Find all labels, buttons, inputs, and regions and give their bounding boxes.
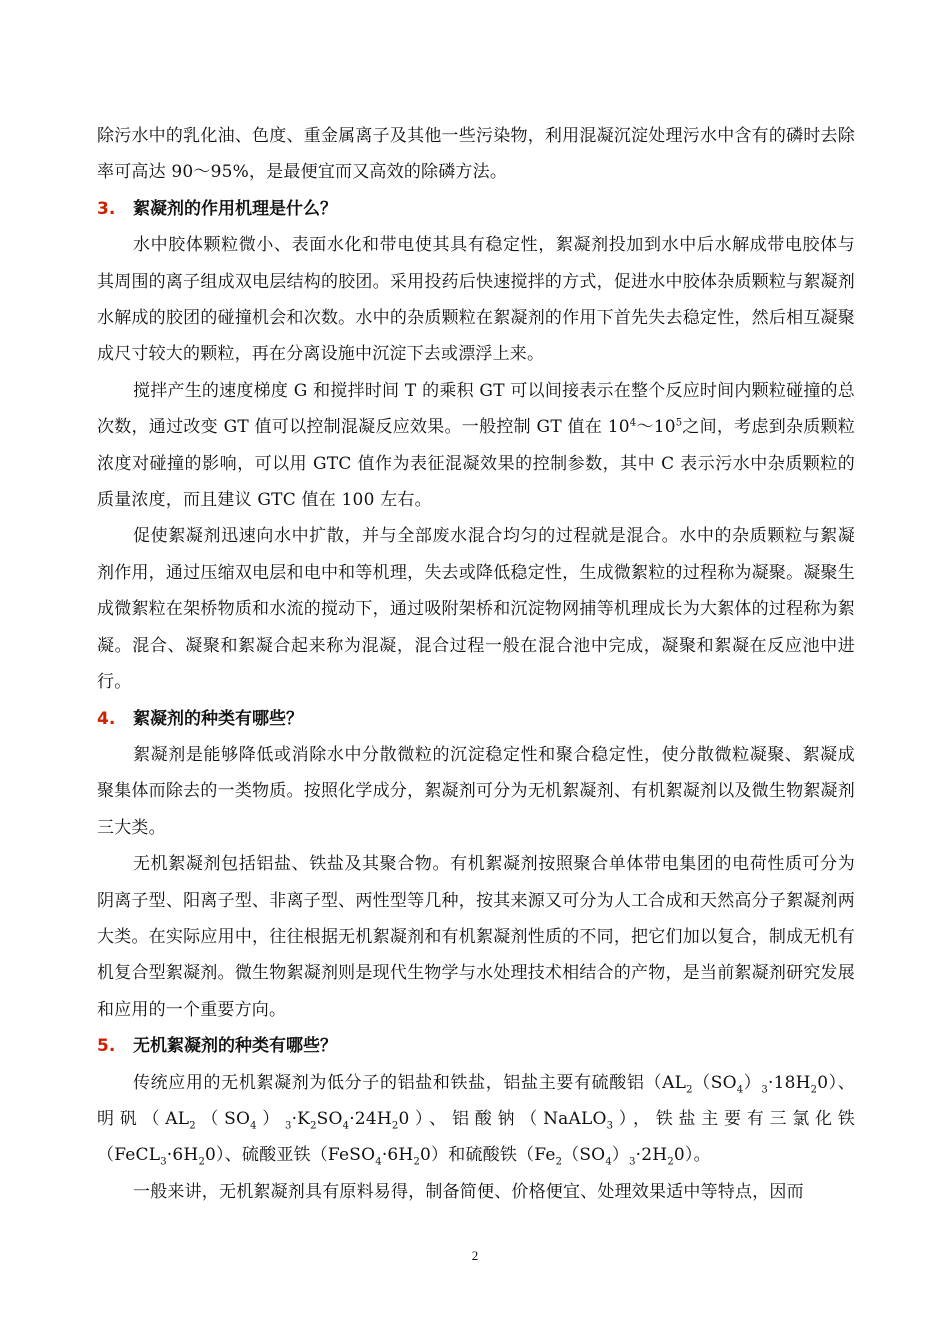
text-run: （SO: [562, 1145, 606, 1166]
text-run: 0）、铝酸钠（NaALO: [398, 1108, 607, 1129]
text-run: （SO: [195, 1108, 251, 1129]
section-heading-3: [97, 191, 855, 227]
subscript: 3: [285, 1120, 292, 1132]
subscript: 3: [629, 1156, 636, 1168]
paragraph-chemicals: [97, 1065, 855, 1174]
section-number: 3.: [97, 198, 116, 219]
section-number: 5.: [97, 1036, 116, 1057]
subscript: 2: [810, 1083, 818, 1095]
section-title: 絮凝剂的作用机理是什么？: [133, 198, 337, 219]
subscript: 3: [160, 1156, 167, 1168]
text-run: ）: [743, 1072, 762, 1093]
text-run: ）: [611, 1145, 630, 1166]
text-run: SO: [316, 1108, 343, 1129]
subscript: 2: [189, 1120, 196, 1132]
text-run: ·24H: [349, 1108, 392, 1129]
text-run: （SO: [692, 1072, 737, 1093]
section-heading-4: [97, 701, 855, 737]
subscript: 2: [667, 1156, 674, 1168]
text-run: ），铁盐主要有三氯化铁（FeCL: [97, 1108, 856, 1166]
page-number: 2: [471, 1248, 479, 1263]
paragraph-intro: 除污水中的乳化油、色度、重金属离子及其他一些污染物，利用混凝沉淀处理污水中含有的磷时去除率可高达 90～95%，是最便宜而又高效的除磷方法。: [97, 126, 855, 183]
subscript: 2: [391, 1120, 399, 1132]
subscript: 4: [342, 1120, 350, 1132]
text-run: ·6H: [381, 1145, 414, 1166]
text-run: 0）。: [673, 1145, 711, 1166]
text-run: ·2H: [635, 1145, 668, 1166]
text-run: ·18H: [767, 1072, 811, 1093]
text-run: 之间，考虑到杂质颗粒浓度对碰撞的影响，可以用 GTC 值作为表征混凝效果的控制参数，其中 C 表示污水中杂质颗粒的质量浓度，而且建议 GTC 值在 100 左右。: [97, 417, 855, 511]
text-run: 搅拌产生的速度梯度 G 和搅拌时间 T 的乘积 GT 可以间接表示在整个反应时间内颗粒碰撞的总次数，通过改变 GT 值可以控制混凝反应效果。一般控制 GT 值在 10: [97, 380, 855, 438]
subscript: 3: [761, 1083, 768, 1095]
section-title: 无机絮凝剂的种类有哪些？: [133, 1036, 337, 1057]
text-run: 0）和硫酸铁（Fe: [420, 1145, 556, 1166]
superscript: 5: [675, 417, 683, 429]
subscript: 3: [606, 1120, 614, 1132]
paragraph: 水中胶体颗粒微小、表面水化和带电使其具有稳定性，絮凝剂投加到水中后水解成带电胶体与其周围的离子组成双电层结构的胶团。采用投药后快速搅拌的方式，促进水中胶体杂质颗粒与絮凝剂水解成的胶团的碰撞机会和次数。水中的杂质颗粒在絮凝剂的作用下首先失去稳定性，然后相互凝聚成尺寸较大的颗粒，再在分离设施中沉淀下去或漂浮上来。: [97, 235, 855, 365]
section-title: 絮凝剂的种类有哪些？: [133, 708, 303, 729]
subscript: 2: [310, 1120, 317, 1132]
paragraph: 絮凝剂是能够降低或消除水中分散微粒的沉淀稳定性和聚合稳定性，使分散微粒凝聚、絮凝成聚集体而除去的一类物质。按照化学成分，絮凝剂可分为无机絮凝剂、有机絮凝剂以及微生物絮凝剂三大类。: [97, 744, 855, 838]
subscript: 4: [250, 1120, 257, 1132]
subscript: 2: [198, 1156, 206, 1168]
subscript: 4: [736, 1083, 744, 1095]
superscript: 4: [629, 417, 637, 429]
section-number: 4.: [97, 708, 116, 729]
subscript: 4: [375, 1156, 382, 1168]
paragraph: 一般来讲，无机絮凝剂具有原料易得，制备简便、价格便宜、处理效果适中等特点，因而: [133, 1181, 804, 1202]
text-run: 0）、明矾（AL: [97, 1072, 855, 1129]
section-heading-5: [97, 1028, 855, 1064]
text-run: ）: [256, 1108, 286, 1129]
subscript: 4: [605, 1156, 612, 1168]
paragraph: 无机絮凝剂包括铝盐、铁盐及其聚合物。有机絮凝剂按照聚合单体带电集团的电荷性质可分为阴离子型、阳离子型、非离子型、两性型等几种，按其来源又可分为人工合成和天然高分子絮凝剂两大类。在实际应用中，往往根据无机絮凝剂和有机絮凝剂性质的不同，把它们加以复合，制成无机有机复合型絮凝剂。微生物絮凝剂则是现代生物学与水处理技术相结合的产物，是当前絮凝剂研究发展和应用的一个重要方向。: [97, 854, 855, 1020]
text-run: ～10: [636, 417, 676, 438]
document-body: [97, 118, 855, 1210]
text-run: ·6H: [166, 1145, 199, 1166]
subscript: 2: [555, 1156, 563, 1168]
paragraph: 促使絮凝剂迅速向水中扩散，并与全部废水混合均匀的过程就是混合。水中的杂质颗粒与絮凝剂作用，通过压缩双电层和电中和等机理，失去或降低稳定性，生成微絮粒的过程称为凝聚。凝聚生成微絮粒在架桥物质和水流的搅动下，通过吸附架桥和沉淀物网捕等机理成长为大絮体的过程称为絮凝。混合、凝聚和絮凝合起来称为混凝，混合过程一般在混合池中完成，凝聚和絮凝在反应池中进行。: [97, 526, 855, 693]
subscript: 2: [686, 1083, 693, 1095]
subscript: 2: [413, 1156, 421, 1168]
text-run: ·K: [291, 1108, 311, 1129]
text-run: 0）、硫酸亚铁（FeSO: [205, 1145, 376, 1166]
paragraph-gt: [97, 373, 855, 519]
text-run: 传统应用的无机絮凝剂为低分子的铝盐和铁盐，铝盐主要有硫酸铝（AL: [133, 1072, 687, 1093]
